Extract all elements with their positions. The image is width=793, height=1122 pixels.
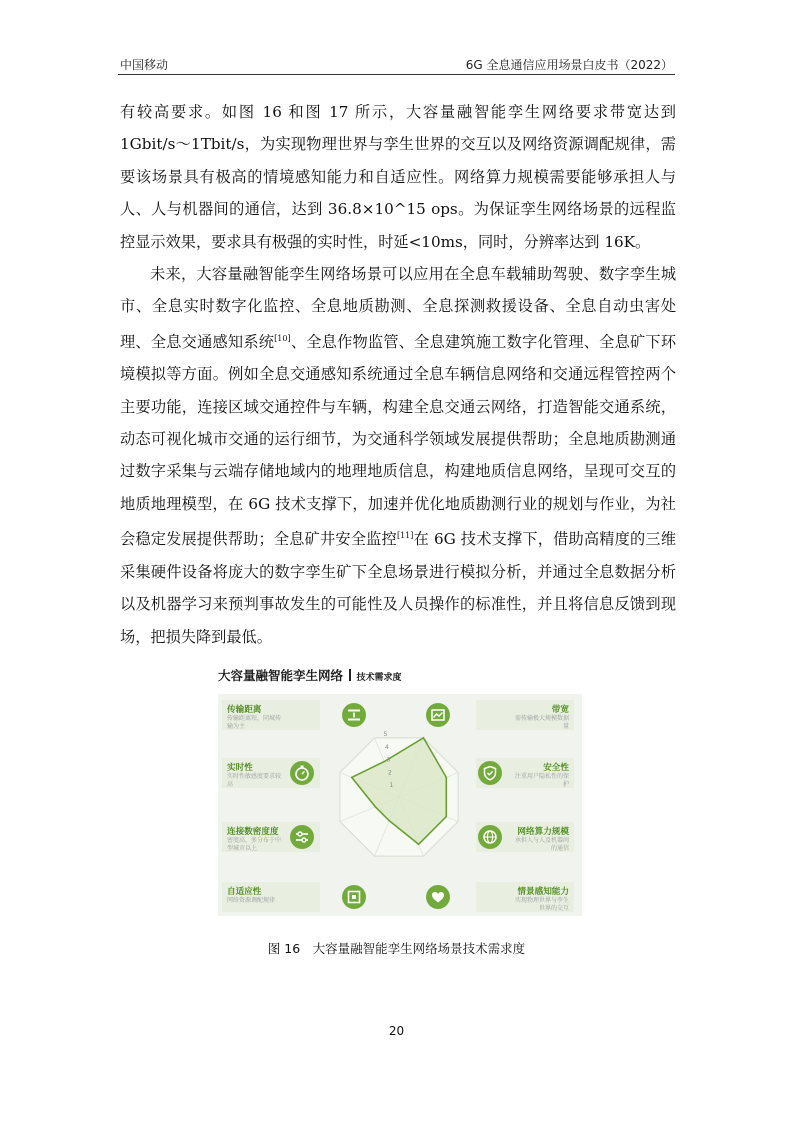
paragraph-2-part-a: 未来，大容量融智能孪生网络场景可以应用在全息车载辅助驾驶、数字孪生城市、全息实时数字化监控、全息地质勘测、全息探测救援设备、全息自动虫害处理、全息交通感知系统 [120, 265, 676, 351]
paragraph-2-part-c: 在 6G 技术支撑下，借助高精度的三维采集硬件设备将庞大的数字孪生矿下全息场景进行模拟分析，并通过全息数据分析以及机器学习来预判事故发生的可能性及人员操作的标准性，并且将信息反馈到现场，把损失降到最低。 [120, 530, 677, 646]
card-title: 自适应性 [227, 887, 262, 897]
header-rule [118, 74, 675, 75]
header-doc-title: 6G 全息通信应用场景白皮书（2022） [465, 58, 673, 72]
card-transmission-distance [222, 700, 320, 730]
card-desc: 实时性敏感度要求较高 [227, 773, 282, 788]
card-title: 网络算力规模 [517, 827, 569, 837]
radar-tick-label: 4 [385, 743, 389, 751]
stopwatch-icon [290, 761, 314, 785]
card-title: 安全性 [543, 763, 569, 773]
card-title: 情景感知能力 [517, 887, 569, 897]
card-desc: 传输距离短，同城传输为主 [227, 715, 282, 730]
globe-icon [478, 825, 502, 849]
card-title: 传输距离 [227, 705, 262, 715]
title-divider [349, 669, 351, 681]
card-adaptivity [222, 882, 320, 912]
reference-11: [11] [396, 531, 414, 541]
shield-icon [478, 761, 502, 785]
card-context-awareness [476, 882, 574, 912]
card-title: 带宽 [551, 705, 569, 715]
page-number: 20 [388, 1024, 405, 1038]
radar-tick-label: 5 [383, 731, 388, 738]
radar-tick-label: 3 [386, 756, 391, 764]
radar-chart [324, 722, 474, 872]
paragraph-2-part-b: 、全息作物监管、全息建筑施工数字化管理、全息矿下环境模拟等方面。例如全息交通感知系统通过全息车辆信息网络和交通远程管控两个主要功能，连接区域交通控件与车辆，构建全息交通云网络，打造智能交通系统，动态可视化城市交通的运行细节，为交通科学领域发展提供帮助；全息地质勘测通过数字采集与云端存储地域内的地理地质信息，构建地质信息网络，呈现可交互的地质地理模型，在 6G 技术支撑下，加速并优化地质勘测行业的规划与作业，为社会稳定发展提供帮助；全息矿井安全监控 [120, 332, 677, 549]
figure-16 [208, 656, 586, 920]
card-desc: 需传输极大规模数据量 [514, 715, 569, 730]
figure-title-main: 大容量融智能孪生网络 [218, 668, 344, 683]
sliders-icon [290, 825, 314, 849]
header-org: 中国移动 [120, 58, 169, 72]
expand-icon [342, 885, 366, 909]
card-desc: 密度高，多分布于中型城市以上 [227, 837, 282, 852]
paragraph-2 [120, 258, 676, 653]
radar-tick-label: 1 [389, 782, 394, 790]
figure-subtitle: 技术需求度 [356, 673, 402, 683]
figure-caption: 图 16 大容量融智能孪生网络场景技术需求度 [267, 941, 526, 956]
heart-icon [426, 885, 450, 909]
body-text [120, 96, 676, 653]
card-desc: 网络资源调配规律 [227, 897, 276, 904]
card-bandwidth [476, 700, 574, 730]
card-desc: 承担人与人及机器间的通信 [514, 837, 569, 852]
paragraph-1: 有较高要求。如图 16 和图 17 所示，大容量融智能孪生网络要求带宽达到 1Gbit/s～1Tbit/s，为实现物理世界与孪生世界的交互以及网络资源调配规律，需要该场景具有极高的情境感知能力和自适应性。网络算力规模需要能够承担人与人、人与机器间的通信，达到 36.8×10^15 ops。为保证孪生网络场景的远程监控显示效果，要求具有极强的实时性，时延<10ms，同时，分辨率达到 16K。 [120, 103, 676, 251]
card-title: 连接数密度度 [227, 827, 279, 837]
card-title: 实时性 [227, 763, 253, 773]
page-header [118, 54, 675, 74]
reference-10: [10] [274, 333, 291, 343]
radar-tick-label: 2 [388, 769, 392, 777]
card-desc: 实现物理世界与孪生世界的交互 [514, 897, 569, 912]
figure-title [218, 666, 402, 684]
card-desc: 注重用户隐私性的保护 [514, 773, 569, 788]
